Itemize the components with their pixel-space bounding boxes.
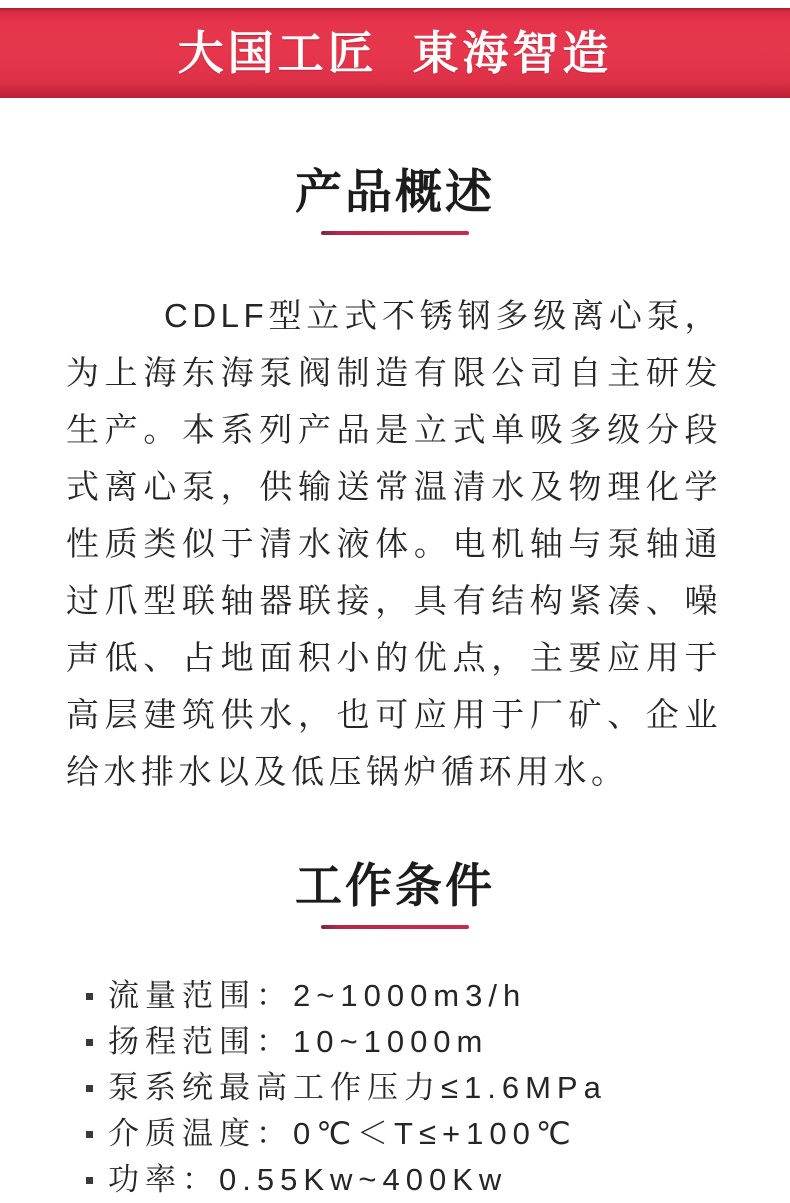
bullet-icon [86,1085,93,1092]
list-item-flow-range [86,973,730,1019]
section-working-conditions [0,859,790,1203]
list-item-text: 泵系统最高工作压力≤1.6MPa [108,1070,607,1105]
bullet-icon [86,993,93,1000]
list-item-max-pressure [86,1065,730,1111]
list-item-text: 功率：0.55Kw~400Kw [108,1162,508,1197]
list-item-text: 介质温度：0℃＜T≤+100℃ [108,1116,577,1151]
conditions-list [0,973,790,1203]
list-item-medium-temperature [86,1111,730,1157]
list-item-text: 扬程范围：10~1000m [108,1024,489,1059]
conditions-heading-underline [321,925,469,929]
list-item-text: 流量范围：2~1000m3/h [108,978,527,1013]
conditions-heading: 工作条件 [295,859,495,912]
banner-title: 大国工匠 東海智造 [177,27,613,79]
bullet-icon [86,1131,93,1138]
list-item-head-range [86,1019,730,1065]
overview-heading-underline [321,231,469,235]
section-product-overview [0,165,790,800]
bullet-icon [86,1177,93,1184]
list-item-power-range [86,1157,730,1203]
overview-paragraph: CDLF型立式不锈钢多级离心泵，为上海东海泵阀制造有限公司自主研发生产。本系列产品是立式单吸多级分段式离心泵，供输送常温清水及物理化学性质类似于清水液体。电机轴与泵轴通过爪型联轴器联接，具有结构紧凑、噪声低、占地面积小的优点，主要应用于高层建筑供水，也可应用于厂矿、企业给水排水以及低压锅炉循环用水。 [66,297,722,790]
bullet-icon [86,1039,93,1046]
overview-heading: 产品概述 [295,165,495,218]
top-banner [0,8,790,98]
